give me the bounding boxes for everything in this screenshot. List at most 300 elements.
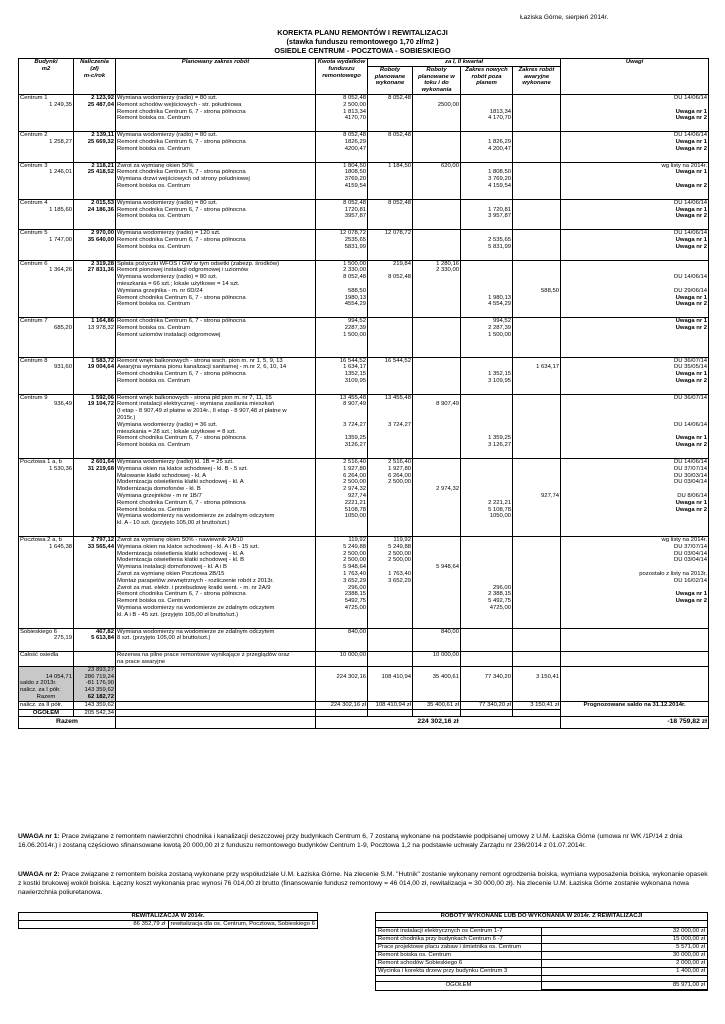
cell-rp [368,619,413,629]
cell-zakres: Wymiana wodomierzy na wodomierze ze zdalnym odczytem [116,513,316,520]
cell-rp [368,520,413,527]
spacer-row [19,339,709,348]
cell-rt [413,619,461,629]
cell-za [513,220,561,230]
cell-kw: 2 500,00 [316,102,368,109]
cell-rt [413,301,461,308]
cell-bud [19,493,74,500]
cell-uw: Uwaga nr 2 [561,146,709,153]
cell-za [513,199,561,206]
cell-rt [413,281,461,288]
cell-nal [74,408,116,415]
cell-kw: 1 634,17 [316,364,368,371]
cell-za [513,429,561,436]
cell-rp [368,598,413,605]
cell-uw [561,122,709,132]
cell-zakres: Wymiana okien na klatce schodowej - kl. B - 5 szt. [116,466,316,473]
cell-nal [74,449,116,459]
cell-bud [19,507,74,514]
cell-nal [74,527,116,537]
cell-rt [413,571,461,578]
cell-zn [461,288,513,295]
cell-nal [74,619,116,629]
cell-zakres: na prace awaryjne [116,659,316,666]
summary-cell [368,687,413,694]
cell-rp [368,190,413,200]
cell-za [513,544,561,551]
cell-zakres: Zwrot za wymianę okien 50% [116,162,316,169]
cell-za [513,642,561,652]
summary-rt-total2: 35 400,61 zł [413,701,461,709]
cell-kw: 1050,00 [316,513,368,520]
cell-bud [19,449,74,459]
cell-bud: 275,19 [19,635,74,642]
cell-za [513,507,561,514]
cell-za [513,605,561,612]
cell-kw: 5831,99 [316,244,368,251]
cell-nal [74,244,116,251]
cell-rt [413,479,461,486]
cell-zakres: Wymiana grzejnika - m. nr 6D/24 [116,288,316,295]
cell-nal [74,429,116,436]
cell-rp: 1 184,50 [368,162,413,169]
cell-uw: DU 8/06/14 [561,493,709,500]
cell-nal [74,332,116,339]
summary-saldo-final: -18 759,82 zł [561,717,709,729]
cell-uw: DU 03/04/14 [561,551,709,558]
cell-zn [461,619,513,629]
cell-rp [368,308,413,318]
cell-zakres: Wymiana wodomierzy (radio) = 80 szt. [116,132,316,139]
cell-zn [461,449,513,459]
summary-m2-total: 14 054,71 [19,674,74,681]
cell-rp [368,318,413,325]
cell-rp: 2 500,00 [368,557,413,564]
cell-zakres: Spłata pożyczki WFOŚ i GW w tym odsetki (zabezp. środków) [116,260,316,267]
summary-cell [461,687,513,694]
cell-kw: 1352,15 [316,371,368,378]
cell-bud [19,301,74,308]
cell-bud [19,415,74,422]
summary-prognoza-label: Prognozowane saldo na 31.12.2014r. [561,701,709,717]
summary-nal-year: 286 719,24 [74,674,116,681]
table-body [19,94,709,666]
cell-rt [413,537,461,544]
cell-bud [19,557,74,564]
summary-razem: 62 182,72 [74,694,116,701]
summary-zn-total2: 77 340,20 zł [461,701,513,709]
summary-cell [368,666,413,673]
cell-nal: 2 015,53 [74,199,116,206]
cell-nal [74,473,116,480]
cell-rt [413,473,461,480]
cell-bud [19,500,74,507]
table-row [19,635,709,642]
cell-zakres: Wymiana wodomierzy na wodomierze ze zdalnym odczytem [116,605,316,612]
cell-uw [561,408,709,415]
cell-zakres: Remont boiska os. Centrum [116,115,316,122]
cell-uw [561,513,709,520]
cell-zakres: Wymiana wodomierzy na wodomierze ze zdalnym odczytem [116,628,316,635]
cell-rp [368,176,413,183]
cell-za [513,415,561,422]
cell-zn: 1 826,29 [461,139,513,146]
cell-rp: 8 052,48 [368,199,413,206]
summary-cell [316,694,368,701]
cell-zn: 5 492,75 [461,598,513,605]
cell-uw: Uwaga nr 2 [561,378,709,385]
summary-kw-total: 224 302,16 [316,674,368,681]
cell-kw: 2535,65 [316,237,368,244]
cell-rp [368,122,413,132]
cell-zn [461,557,513,564]
cell-rt: 10 000,00 [413,652,461,659]
cell-kw: 2 974,32 [316,486,368,493]
cell-za: 1 634,17 [513,364,561,371]
roboty-item-value: 15 000,00 zł [542,936,708,944]
cell-za [513,162,561,169]
cell-nal: 1 583,72 [74,357,116,364]
cell-za [513,486,561,493]
cell-bud: Pocztowa 2 a, b [19,537,74,544]
cell-zn [461,578,513,585]
cell-zakres: Wymiana wodomierzy (radio) = 80 szt. [116,94,316,101]
cell-za [513,332,561,339]
cell-uw: wg listy na 2014r. [561,162,709,169]
cell-uw: Uwaga nr 2 [561,244,709,251]
cell-rt [413,295,461,302]
cell-zn [461,537,513,544]
cell-rt [413,635,461,642]
cell-zn: 3 957,87 [461,213,513,220]
spacer-row [19,153,709,163]
cell-uw [561,449,709,459]
cell-kw [316,408,368,415]
cell-uw: DU 30/03/14 [561,473,709,480]
cell-nal: 19 004,64 [74,364,116,371]
cell-uw: DU 14/06/14 [561,274,709,281]
cell-zakres: Remont instalacji elektrycznej - wymiana zasilania mieszkań [116,401,316,408]
roboty-item-label: Remont boiska os. Centrum [376,952,542,960]
summary-cell [368,694,413,701]
cell-uw [561,220,709,230]
cell-rp [368,115,413,122]
cell-kw [316,612,368,619]
cell-za [513,378,561,385]
table-row [19,94,709,101]
cell-zn [461,308,513,318]
cell-bud [19,479,74,486]
cell-nal [74,295,116,302]
cell-za [513,520,561,527]
cell-bud [19,605,74,612]
cell-za [513,385,561,395]
summary-cell [413,680,461,687]
cell-zakres: Wymiana okien na klatce schodowej - kl. A i B - 15 szt. [116,544,316,551]
summary-cell [116,717,316,729]
cell-zakres [116,527,316,537]
col-header-budynki: Budynki m2 [19,59,74,95]
table-row [19,364,709,371]
cell-rp [368,251,413,261]
cell-nal [74,213,116,220]
table-row [19,169,709,176]
cell-za [513,408,561,415]
cell-zakres: Remont boiska os. Centrum [116,507,316,514]
cell-rp: 2 516,40 [368,459,413,466]
cell-rt [413,139,461,146]
cell-za [513,527,561,537]
cell-bud: Całość osiedla [19,652,74,659]
table-row [19,591,709,598]
cell-rt [413,415,461,422]
cell-kw: 2 500,00 [316,557,368,564]
summary-cell [561,694,709,701]
cell-rt [413,220,461,230]
cell-uw: Uwaga nr 2 [561,325,709,332]
summary-razem2-label: Razem [19,717,116,729]
summary-cell [316,687,368,694]
cell-bud [19,348,74,358]
cell-rp [368,408,413,415]
cell-kw: 2388,15 [316,591,368,598]
table-row [19,213,709,220]
cell-za [513,557,561,564]
cell-nal [74,281,116,288]
cell-uw [561,267,709,274]
cell-uw: Uwaga nr 1 [561,237,709,244]
summary-cell [19,666,74,673]
cell-zn [461,659,513,666]
col-header-naliczenia: Naliczenia (zł) m-c/rok [74,59,116,95]
cell-uw [561,642,709,652]
cell-nal: 31 219,68 [74,466,116,473]
cell-rt [413,364,461,371]
document-title: KOREKTA PLANU REMONTÓW I REWITALIZACJI [277,28,448,37]
cell-za [513,244,561,251]
cell-zn [461,220,513,230]
table-row [19,357,709,364]
cell-zakres [116,385,316,395]
cell-za [513,260,561,267]
cell-kw [316,348,368,358]
summary-cell [116,680,316,687]
cell-uw: Uwaga nr 1 [561,207,709,214]
cell-rp [368,435,413,442]
cell-za [513,237,561,244]
cell-za [513,500,561,507]
roboty-item [376,960,708,968]
roboty-item-value: 5 571,00 zł [542,944,708,952]
cell-rp [368,659,413,666]
cell-kw: 8 052,48 [316,199,368,206]
cell-nal: 2 123,92 [74,94,116,101]
cell-zakres: kl. A - 10 szt. (przyjęto 105,00 zł brutto/szt.) [116,520,316,527]
cell-rp: 1 927,80 [368,466,413,473]
cell-uw [561,176,709,183]
cell-rp [368,183,413,190]
cell-kw [316,339,368,348]
roboty-item-value: 2 000,00 zł [542,960,708,968]
cell-kw [316,520,368,527]
cell-nal [74,612,116,619]
table-row [19,585,709,592]
cell-za [513,357,561,364]
cell-rt [413,132,461,139]
cell-nal [74,288,116,295]
cell-nal: 33 565,44 [74,544,116,551]
cell-rp [368,332,413,339]
summary-rp-total: 108 410,94 [368,674,413,681]
cell-zn [461,564,513,571]
cell-za [513,585,561,592]
table-row [19,598,709,605]
table-row [19,564,709,571]
cell-rt [413,176,461,183]
cell-zn: 2 221,21 [461,500,513,507]
cell-bud [19,422,74,429]
cell-rt [413,274,461,281]
cell-zakres [116,348,316,358]
cell-zakres: Wymiana wodomierzy (radio) = 36 szt. [116,422,316,429]
cell-nal: 1 164,86 [74,318,116,325]
cell-zn: 994,52 [461,318,513,325]
cell-rp: 8 052,48 [368,132,413,139]
cell-nal [74,486,116,493]
summary-cell [316,666,368,673]
cell-zn: 1813,34 [461,109,513,116]
cell-rp [368,415,413,422]
cell-za [513,274,561,281]
cell-kw: 10 000,00 [316,652,368,659]
cell-kw: 840,00 [316,628,368,635]
cell-nal: 35 640,00 [74,237,116,244]
cell-kw: 119,92 [316,537,368,544]
cell-rt [413,605,461,612]
cell-uw [561,652,709,659]
cell-nal [74,251,116,261]
summary-cell [513,694,561,701]
cell-rt [413,513,461,520]
cell-nal [74,591,116,598]
cell-uw: DU 37/07/14 [561,466,709,473]
cell-bud [19,115,74,122]
cell-zakres: Wymiana wodomierzy (radio) = 80 szt. [116,274,316,281]
cell-bud [19,591,74,598]
cell-nal [74,308,116,318]
col-header-zakres-nowych: Zakres nowych robót poza planem [461,66,513,94]
cell-za [513,591,561,598]
cell-uw [561,251,709,261]
summary-cell [116,687,316,694]
cell-rp [368,139,413,146]
renovation-plan-table [18,58,709,729]
cell-zn [461,486,513,493]
cell-bud [19,244,74,251]
cell-zakres: 2015r.) [116,415,316,422]
roboty-total-label: OGÓŁEM [376,982,542,991]
cell-bud [19,308,74,318]
spacer-row [19,122,709,132]
cell-kw: 13 455,48 [316,394,368,401]
cell-uw: Uwaga nr 2 [561,115,709,122]
table-row [19,415,709,422]
cell-zn: 4 159,54 [461,183,513,190]
cell-bud: Centrum 3 [19,162,74,169]
summary-cell [561,687,709,694]
roboty-item [376,928,708,936]
cell-rp [368,449,413,459]
cell-rt [413,115,461,122]
cell-bud [19,619,74,629]
cell-rp [368,220,413,230]
cell-uw: Uwaga nr 1 [561,371,709,378]
cell-bud [19,486,74,493]
table-row [19,378,709,385]
cell-zn [461,473,513,480]
cell-zakres: Remont boiska os. Centrum [116,442,316,449]
cell-kw: 2 516,40 [316,459,368,466]
cell-rt [413,459,461,466]
cell-bud [19,288,74,295]
cell-zakres: Remont wnęk balkonowych - strona płd pion m. nr 7, 11, 15 [116,394,316,401]
cell-uw [561,190,709,200]
cell-uw [561,486,709,493]
cell-kw: 2221,21 [316,500,368,507]
cell-uw [561,401,709,408]
cell-rt: 2 330,00 [413,267,461,274]
cell-rp [368,371,413,378]
cell-zn [461,520,513,527]
table-row [19,325,709,332]
cell-uw: DU 29/06/14 [561,288,709,295]
summary-zn-total: 77 340,20 [461,674,513,681]
cell-kw [316,122,368,132]
table-row [19,551,709,558]
cell-zakres: mieszkania = 28 szt.; lokale użytkowe = 8 szt. [116,429,316,436]
cell-bud: Centrum 8 [19,357,74,364]
cell-zakres: Zwrot za wymianę okien 50% - nawiewnik 2A/10 [116,537,316,544]
cell-nal [74,339,116,348]
cell-kw: 8 052,48 [316,94,368,101]
cell-uw [561,520,709,527]
cell-bud: 931,60 [19,364,74,371]
cell-bud [19,585,74,592]
cell-rt [413,207,461,214]
cell-rt: 1 280,16 [413,260,461,267]
summary-cell [461,694,513,701]
spacer-row [19,251,709,261]
cell-rt [413,288,461,295]
cell-zn: 5 108,78 [461,507,513,514]
cell-kw: 994,52 [316,318,368,325]
cell-rt [413,642,461,652]
cell-rp [368,244,413,251]
cell-kw: 1720,81 [316,207,368,214]
cell-zakres: Malowanie klatki schodowej - kl. A [116,473,316,480]
cell-rp [368,237,413,244]
cell-rp [368,109,413,116]
document-estate-name: OSIEDLE CENTRUM - POCZTOWA - SOBIESKIEGO [274,46,451,55]
cell-zn [461,459,513,466]
cell-zn [461,628,513,635]
cell-zakres: Wymiana wodomierzy (radio) = 120 szt. [116,230,316,237]
cell-zakres [116,339,316,348]
cell-zn: 1 720,81 [461,207,513,214]
roboty-total: 85 971,00 zł [542,982,708,991]
roboty-item [376,952,708,960]
cell-bud [19,274,74,281]
